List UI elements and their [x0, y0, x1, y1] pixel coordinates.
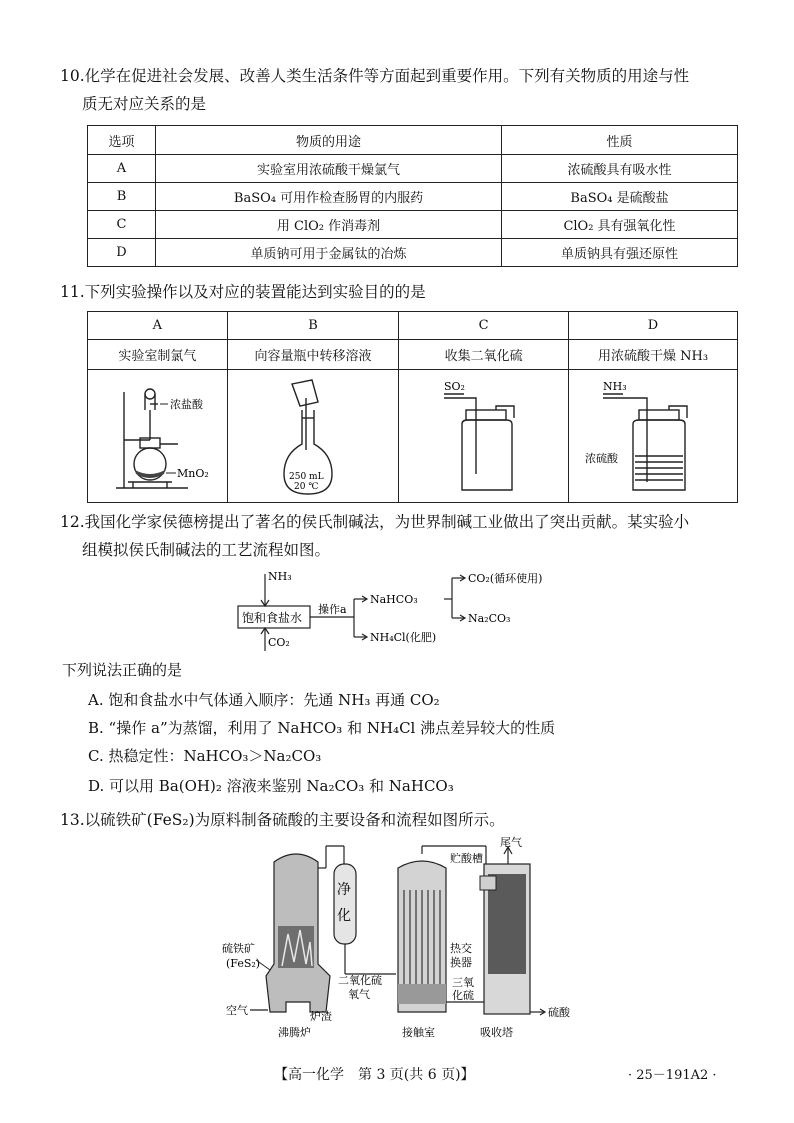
flow-co2-in: CO₂: [268, 636, 290, 649]
q11-col-b: B: [227, 312, 399, 340]
gas-collection-bottle-c: [400, 370, 568, 498]
label-purify-1: 净: [337, 882, 351, 898]
q10-opt: A: [88, 155, 156, 183]
table-row: [88, 183, 738, 211]
table-row: [88, 239, 738, 267]
q10-opt: C: [88, 211, 156, 239]
flow-na2co3: Na₂CO₃: [468, 612, 511, 625]
q10-table: [87, 125, 738, 267]
table-row: [88, 155, 738, 183]
apparatus-a: [88, 370, 228, 503]
hou-process-flowchart: [220, 566, 600, 656]
volumetric-flask-diagram: [228, 370, 398, 498]
label-so2: 二氧化硫: [338, 974, 382, 987]
label-o2: 氧气: [348, 988, 370, 1001]
label-boiling-furnace: 沸腾炉: [278, 1026, 311, 1039]
q11-table: [87, 311, 738, 503]
q10-use: 用 ClO₂ 作消毒剂: [156, 211, 502, 239]
q12-option-a: A. 饱和食盐水中气体通入顺序：先通 NH₃ 再通 CO₂: [88, 691, 440, 709]
flow-co2-recycle: CO₂(循环使用): [468, 572, 543, 585]
sulfuric-acid-plant-diagram: [218, 834, 578, 1044]
q10-header-opt: 选项: [88, 126, 156, 155]
label-conc-hcl: 浓盐酸: [170, 398, 204, 411]
label-nh3: NH₃: [603, 380, 627, 393]
question-12-line1: 12.我国化学家侯德榜提出了著名的侯氏制碱法，为世界制碱工业做出了突出贡献。某实验小: [60, 513, 690, 531]
label-purify-2: 化: [337, 908, 351, 924]
label-so3-2: 化硫: [452, 989, 474, 1002]
label-pyrite: 硫铁矿: [222, 942, 255, 955]
label-20c: 20 ℃: [293, 482, 319, 492]
q10-prop: 浓硫酸具有吸水性: [502, 155, 738, 183]
label-slag: 炉渣: [310, 1010, 332, 1023]
chlorine-generator-diagram: [88, 370, 226, 498]
apparatus-c: [399, 370, 569, 503]
flow-nh4cl: NH₄Cl(化肥): [370, 631, 437, 644]
label-so2: SO₂: [443, 380, 465, 393]
q10-use: 单质钠可用于金属钛的冶炼: [156, 239, 502, 267]
q11-col-c: C: [399, 312, 569, 340]
q10-prop: ClO₂ 具有强氧化性: [502, 211, 738, 239]
apparatus-d: [569, 370, 738, 503]
label-conc-h2so4: 浓硫酸: [585, 452, 618, 465]
page-footer: 【高一化学 第 3 页(共 6 页)】: [274, 1067, 475, 1083]
q12-option-c: C. 热稳定性：NaHCO₃＞Na₂CO₃: [88, 747, 322, 765]
q10-header-prop: 性质: [502, 126, 738, 155]
q10-prop: 单质钠具有强还原性: [502, 239, 738, 267]
label-contact-chamber: 接触室: [402, 1026, 435, 1039]
label-so3-1: 三氧: [452, 976, 474, 989]
q10-opt: D: [88, 239, 156, 267]
label-air: 空气: [226, 1004, 248, 1017]
question-12-line2: 组模拟侯氏制碱法的工艺流程如图。: [82, 541, 331, 559]
question-11: 11.下列实验操作以及对应的装置能达到实验目的的是: [60, 283, 426, 301]
q11-purpose-c: 收集二氧化硫: [399, 340, 569, 370]
label-fes2: (FeS₂): [226, 957, 261, 970]
question-10-line2: 质无对应关系的是: [82, 95, 207, 113]
q12-prompt: 下列说法正确的是: [62, 661, 183, 679]
label-heat-exchanger-1: 热交: [450, 942, 472, 955]
q10-use: 实验室用浓硫酸干燥氯气: [156, 155, 502, 183]
apparatus-b: [227, 370, 399, 503]
flow-nahco3: NaHCO₃: [370, 593, 418, 606]
q10-header-use: 物质的用途: [156, 126, 502, 155]
label-heat-exchanger-2: 换器: [450, 956, 472, 969]
question-10: [60, 62, 740, 118]
q11-purpose-b: 向容量瓶中转移溶液: [227, 340, 399, 370]
label-absorption-tower: 吸收塔: [480, 1026, 513, 1039]
label-acid-tank: 贮酸槽: [450, 852, 483, 865]
question-10-line1: 10.化学在促进社会发展、改善人类生活条件等方面起到重要作用。下列有关物质的用途与性: [60, 67, 690, 85]
q12-option-d: D. 可以用 Ba(OH)₂ 溶液来鉴别 Na₂CO₃ 和 NaHCO₃: [88, 777, 454, 795]
label-sulfuric-acid: 硫酸: [548, 1006, 570, 1019]
q11-purpose-d: 用浓硫酸干燥 NH₃: [569, 340, 738, 370]
page-code: · 25－191A2 ·: [628, 1068, 717, 1083]
q11-col-a: A: [88, 312, 228, 340]
drying-bottle-d: [569, 370, 737, 498]
q11-purpose-a: 实验室制氯气: [88, 340, 228, 370]
question-13: 13.以硫铁矿(FeS₂)为原料制备硫酸的主要设备和流程如图所示。: [60, 811, 505, 829]
q10-opt: B: [88, 183, 156, 211]
table-row: [88, 211, 738, 239]
q10-prop: BaSO₄ 是硫酸盐: [502, 183, 738, 211]
label-mno2: MnO₂: [177, 467, 210, 480]
flow-nh3: NH₃: [268, 570, 292, 583]
label-tail-gas: 尾气: [500, 836, 522, 849]
label-250ml: 250 mL: [288, 472, 324, 482]
flow-brine-box: 饱和食盐水: [242, 611, 303, 625]
q11-col-d: D: [569, 312, 738, 340]
q10-use: BaSO₄ 可用作检查肠胃的内服药: [156, 183, 502, 211]
q12-option-b: B. “操作 a”为蒸馏，利用了 NaHCO₃ 和 NH₄Cl 沸点差异较大的性质: [88, 719, 556, 737]
question-12: [60, 508, 740, 564]
flow-operation-a: 操作a: [318, 603, 347, 616]
